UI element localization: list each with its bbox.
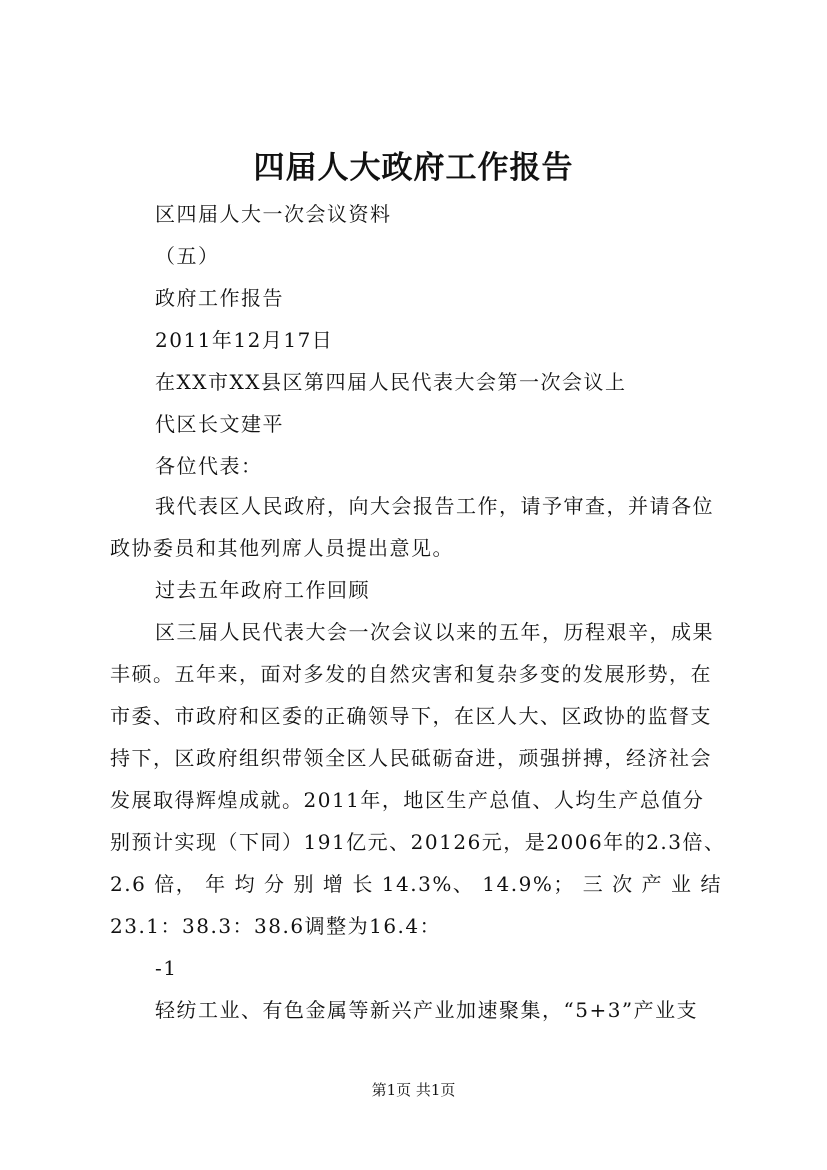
paragraph-line: 我代表区人民政府，向大会报告工作，请予审查，并请各位 (155, 494, 714, 518)
paragraph-line: 别预计实现（下同）191亿元、20126元，是2006年的2.3倍、 (110, 830, 726, 854)
paragraph-line: 发展取得辉煌成就。2011年，地区生产总值、人均生产总值分 (110, 788, 705, 812)
page-marker-line: -1 (155, 956, 178, 980)
meeting-material-line: 区四届人大一次会议资料 (155, 202, 392, 226)
report-name-line: 政府工作报告 (155, 286, 284, 310)
page-footer: 第1页 共1页 (371, 1081, 456, 1099)
paragraph-line: 市委、市政府和区委的正确领导下，在区人大、区政协的监督支 (110, 704, 712, 728)
meeting-line: 在XX市XX县区第四届人民代表大会第一次会议上 (155, 370, 627, 394)
paragraph-line: 持下，区政府组织带领全区人民砥砺奋进，顽强拼搏，经济社会 (110, 746, 712, 770)
paragraph-line: 23.1：38.3：38.6调整为16.4： (110, 914, 442, 938)
paragraph-line: 丰硕。五年来，面对多发的自然灾害和复杂多变的发展形势，在 (110, 662, 712, 686)
paragraph-line: 政协委员和其他列席人员提出意见。 (110, 536, 454, 560)
document-title: 四届人大政府工作报告 (253, 150, 574, 186)
section-heading: 过去五年政府工作回顾 (155, 578, 370, 602)
paragraph-line: 轻纺工业、有色金属等新兴产业加速聚集，“5+3”产业支 (155, 998, 699, 1022)
date-line: 2011年12月17日 (155, 328, 334, 352)
paragraph-line: 区三届人民代表大会一次会议以来的五年，历程艰辛，成果 (155, 620, 714, 644)
section-number-line: （五） (155, 244, 220, 268)
salutation-line: 各位代表： (155, 454, 263, 478)
speaker-line: 代区长文建平 (155, 412, 284, 436)
paragraph-line: 2.6 倍， 年 均 分 别 增 长 14.3%、 14.9%； 三 次 产 业 结 (110, 872, 722, 896)
